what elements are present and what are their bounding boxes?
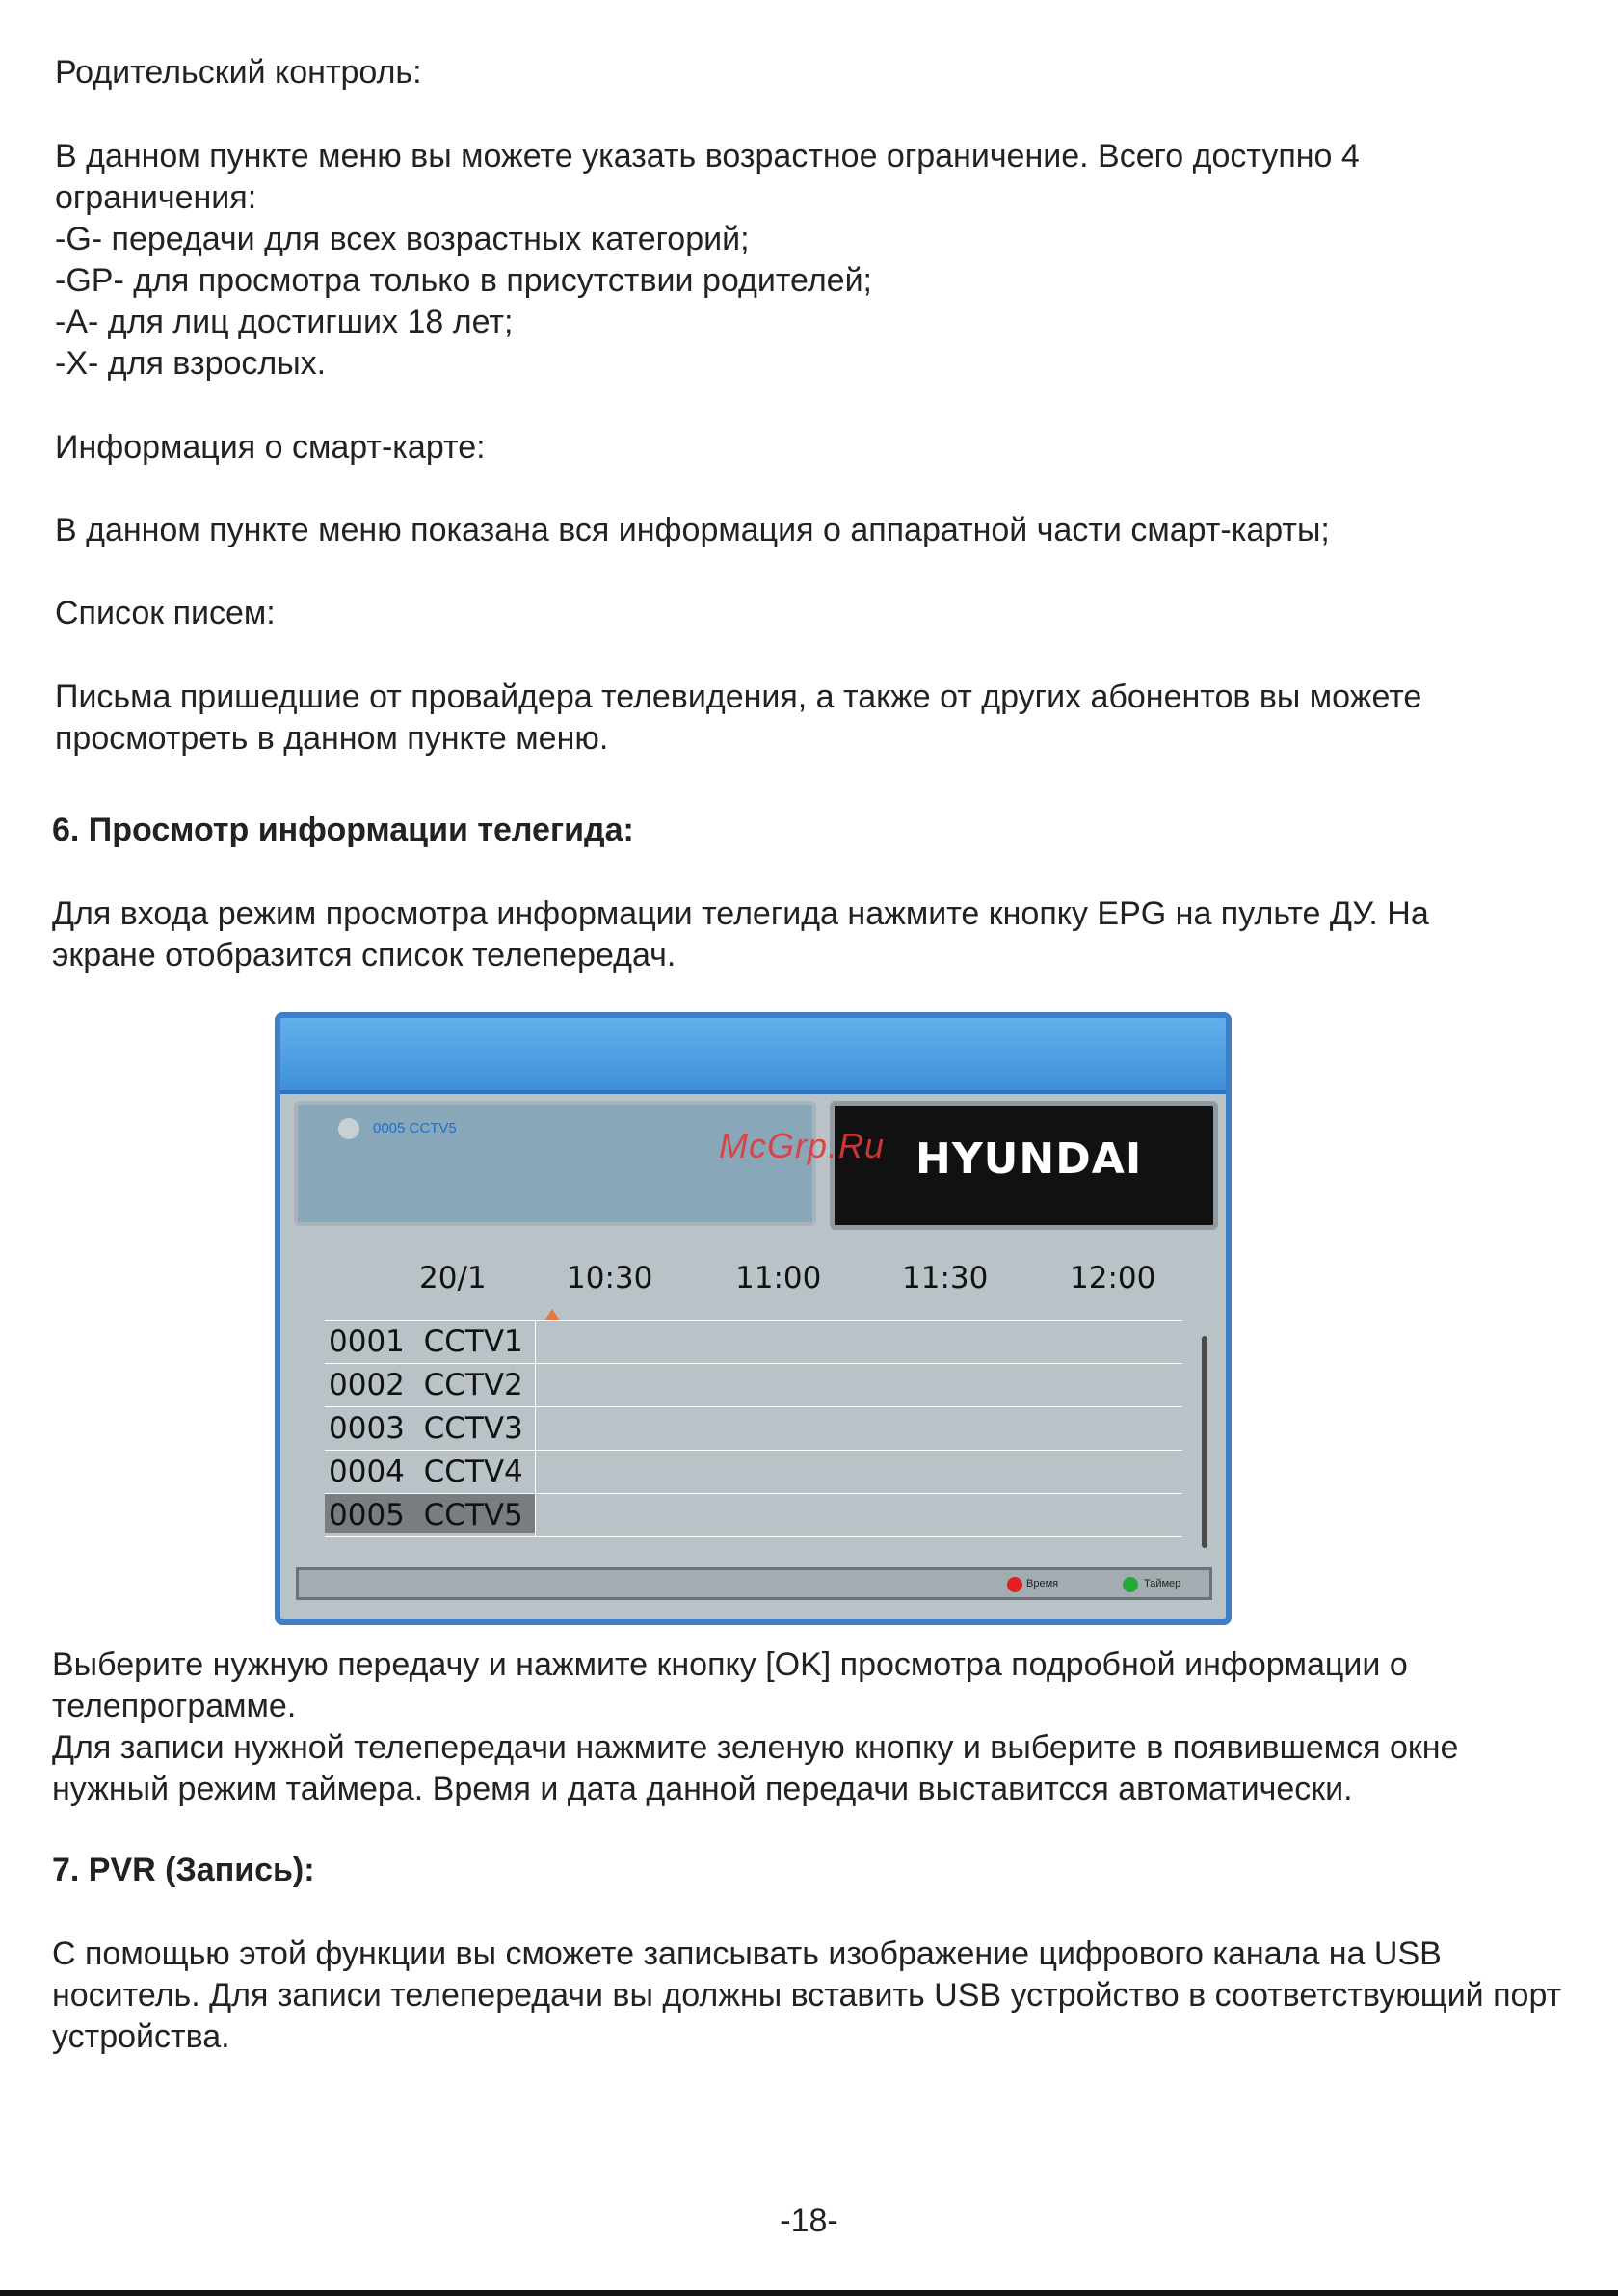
channel-row-selected[interactable] bbox=[325, 1494, 1182, 1537]
info-channel-label: 0005 CCTV5 bbox=[373, 1120, 457, 1136]
heading-smartcard-info: Информация о смарт-карте: bbox=[55, 429, 486, 466]
epg-intro-paragraph: Для входа режим просмотра информации телегида нажмите кнопку EPG на пульте ДУ. На экране отобразится список телепередач. bbox=[52, 895, 1429, 974]
rating-a-item: -A- для лиц достигших 18 лет; bbox=[55, 304, 514, 340]
legend-label-timer: Таймер bbox=[1144, 1578, 1181, 1589]
mail-paragraph: Письма пришедшие от провайдера телевидения, а также от других абонентов вы можете просмотреть в данном пункте меню. bbox=[55, 679, 1422, 757]
grid-column-divider bbox=[535, 1321, 536, 1537]
channel-list[interactable] bbox=[325, 1321, 1182, 1537]
epg-title-bar bbox=[280, 1018, 1226, 1094]
video-preview-panel bbox=[830, 1101, 1218, 1230]
channel-row[interactable] bbox=[325, 1364, 1182, 1407]
heading-parental-control: Родительский контроль: bbox=[55, 54, 422, 91]
section-6-heading: 6. Просмотр информации телегида: bbox=[52, 812, 634, 848]
channel-label: 0001 CCTV1 bbox=[329, 1324, 523, 1359]
channel-dot-icon bbox=[338, 1118, 359, 1139]
red-button-icon bbox=[1007, 1577, 1022, 1592]
section-7-heading: 7. PVR (Запись): bbox=[52, 1852, 315, 1888]
channel-label: 0002 CCTV2 bbox=[329, 1368, 523, 1402]
page-number: -18- bbox=[780, 2203, 838, 2239]
brand-logo: HYUNDAI bbox=[915, 1135, 1143, 1184]
watermark: McGrp.Ru bbox=[719, 1126, 886, 1165]
smartcard-paragraph: В данном пункте меню показана вся информация о аппаратной части смарт-карты; bbox=[55, 512, 1330, 548]
timeline-time: 10:30 bbox=[567, 1261, 653, 1295]
channel-label: 0005 CCTV5 bbox=[325, 1494, 535, 1533]
epg-screenshot bbox=[275, 1012, 1232, 1625]
heading-mail-list: Список писем: bbox=[55, 595, 276, 631]
channel-row[interactable] bbox=[325, 1451, 1182, 1494]
rating-x-item: -X- для взрослых. bbox=[55, 345, 327, 382]
channel-row[interactable] bbox=[325, 1321, 1182, 1364]
legend-label-time: Время bbox=[1026, 1578, 1059, 1589]
select-program-paragraph: Выберите нужную передачу и нажмите кнопку [OK] просмотра подробной информации о телепрограмме. bbox=[52, 1646, 1408, 1724]
rating-g-item: -G- передачи для всех возрастных категорий; bbox=[55, 221, 750, 257]
timeline-time: 11:00 bbox=[735, 1261, 822, 1295]
parental-intro-paragraph: В данном пункте меню вы можете указать возрастное ограничение. Всего доступно 4 ограничения: bbox=[55, 138, 1360, 216]
timeline-time: 11:30 bbox=[902, 1261, 989, 1295]
pvr-paragraph: С помощью этой функции вы сможете записывать изображение цифрового канала на USB носитель. Для записи телепередачи вы должны вставить USB устройство в соответствующий порт устройства. bbox=[52, 1936, 1562, 2055]
timeline-date: 20/1 bbox=[419, 1261, 487, 1295]
timeline-time: 12:00 bbox=[1070, 1261, 1156, 1295]
channel-label: 0004 CCTV4 bbox=[329, 1455, 523, 1489]
record-program-paragraph: Для записи нужной телепередачи нажмите зеленую кнопку и выберите в появившемся окне нужный режим таймера. Время и дата данной передачи выставитсся автоматически. bbox=[52, 1729, 1459, 1807]
rating-gp-item: -GP- для просмотра только в присутствии родителей; bbox=[55, 262, 873, 299]
channel-list-scrollbar[interactable] bbox=[1202, 1336, 1207, 1548]
legend-bar bbox=[296, 1567, 1212, 1600]
green-button-icon bbox=[1123, 1577, 1138, 1592]
page-bottom-rule bbox=[0, 2290, 1618, 2296]
channel-row[interactable] bbox=[325, 1407, 1182, 1451]
channel-label: 0003 CCTV3 bbox=[329, 1411, 523, 1446]
